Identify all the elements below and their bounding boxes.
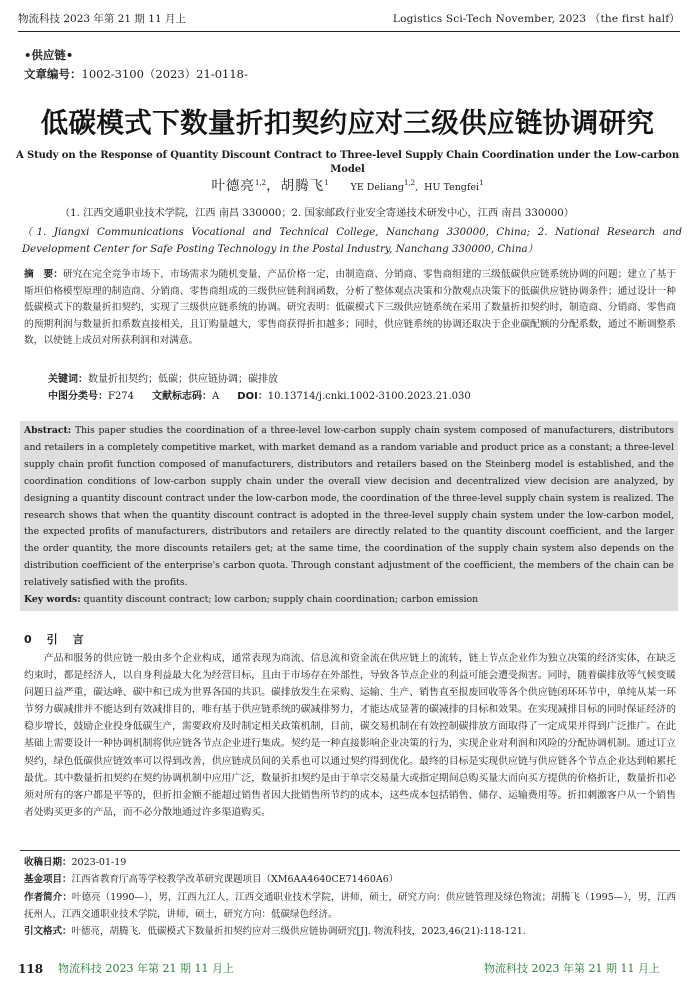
fund-text: 江西省教育厅高等学校教学改革研究课题项目（XM6AA4640CE71460A6） — [71, 874, 399, 886]
running-header-journal-cn: 物流科技 2023 年第 21 期 11 月上 — [18, 13, 186, 25]
article-number-label: 文章编号： — [24, 67, 82, 81]
footnote-fund — [24, 871, 676, 888]
header-rule — [18, 31, 680, 32]
citation-text: 叶德亮，胡腾飞．低碳模式下数量折扣契约应对三级供应链协调研究[J]. 物流科技，2023,46(21):118-121. — [71, 926, 526, 938]
author-1-cn: 叶德亮 — [211, 178, 255, 194]
doc-code-value: A — [212, 391, 220, 402]
running-header — [18, 11, 680, 27]
abstract-en — [24, 423, 674, 592]
abstract-en-text: This paper studies the coordination of a three-level low-carbon supply chain system composed of manufacturers, distributors and retailers in a completely competitive market, with market demand as a random variable and product price as a constant; a three-level supply chain profit function composed of manufacturers, distributors and retailers based on the Steinberg model is established, and the coordination conditions of low-carbon supply chain under the overall view decision and decentralized view decision are analyzed, by designing a quantity discount contract under the low-carbon mode, the coordination of the three-level supply chain system is realized. The research shows that when the quantity discount contract is adopted in the three-level supply chain system under the low-carbon model, the expected profits of manufacturers, distributors and retailers are directly related to the quantity discount coefficient, and the larger the order quantity, the more discounts retailers get; at the same time, the coordination of the supply chain system also depends on the distribution coefficient of the enterprise's carbon quota. Through constant adjustment of the coefficient, the members of the chain can be relatively satisfied with the profits. — [24, 425, 675, 589]
doi-value: 10.13714/j.cnki.1002-3100.2023.21.030 — [267, 391, 471, 402]
keywords-cn-text: 数量折扣契约；低碳；供应链协调；碳排放 — [88, 374, 278, 385]
abstract-cn-label: 摘 要： — [24, 269, 63, 280]
classification-line — [48, 389, 668, 405]
affiliation-en: （1. Jiangxi Communications Vocational and Technical College, Nanchang 330000, China; 2. National Research and Development Center for Safe Posting Technology in the Postal Industry, Nanchang 330000, China） — [22, 227, 682, 255]
clc-value: F274 — [108, 391, 135, 402]
author-1-en-affil-marker: 1,2 — [403, 178, 416, 187]
title-cn: 低碳模式下数量折扣契约应对三级供应链协调研究 — [40, 107, 655, 139]
affiliation-cn: （1. 江西交通职业技术学院，江西 南昌 330000；2. 国家邮政行业安全寄递技术研发中心，江西 南昌 330000） — [60, 208, 574, 219]
page-number: 118 — [18, 962, 44, 976]
footnotes — [24, 854, 676, 940]
received-date: 2023-01-19 — [71, 857, 127, 868]
title-en: A Study on the Response of Quantity Discount Contract to Three-level Supply Chain Coordination under the Low-carbon Model — [15, 150, 680, 175]
page-footer — [18, 960, 680, 978]
keywords-en — [24, 592, 674, 609]
article-number — [24, 66, 248, 82]
running-header-journal-en: Logistics Sci-Tech November, 2023 （the first half） — [392, 13, 680, 25]
abstract-cn-text: 研究在完全竞争市场下，市场需求为随机变量，产品价格一定，由制造商、分销商、零售商组建的三级低碳供应链系统协调的问题；建立了基于斯坦伯格模型原理的制造商、分销商、零售商组成的三级供应链利润函数，分析了整体观点决策和分散观点决策下的低碳供应链协调条件；通过设计一种低碳模式下的数量折扣契约，实现了三级供应链系统的协调。研究表明：低碳模式下三级供应链系统在采用了数量折扣契约时，制造商、分销商、零售商的预期利润与数量折扣系数直接相关，且订购量越大，零售商获得折扣越多；同时，供应链系统的协调还取决于企业碳配额的分配系数，通过不断调整系数，以使链上成员对所获利润和对满意。 — [24, 269, 677, 347]
doi-label: DOI： — [237, 391, 268, 402]
author-2-en-affil-marker: 1 — [479, 178, 484, 187]
authors — [0, 176, 695, 198]
keywords-en-label: Key words: — [24, 594, 81, 606]
author-1-en: YE Deliang — [350, 182, 404, 193]
keywords-en-text: quantity discount contract; low carbon; supply chain coordination; carbon emission — [83, 594, 479, 606]
author-2-affil-marker: 1 — [324, 178, 329, 187]
doc-code-label: 文献标志码： — [152, 391, 213, 402]
author-bio-text: 叶德亮（1990—），男，江西九江人，江西交通职业技术学院，讲师，硕士，研究方向：供应链管理及绿色物流；胡腾飞（1995—），男，江西抚州人，江西交通职业技术学院，讲师，硕士，研究方向：低碳绿色经济。 — [24, 891, 676, 920]
introduction-paragraph: 产品和服务的供应链一般由多个企业构成，通常表现为商流、信息流和资金流在供应链上的流转，链上节点企业作为独立决策的经济实体，在缺乏约束时，都是经济人，以自身利益最大化为经营目标，且由于市场存在外部性，导致各节点企业的利益可能会遭受损害。同时，随着碳排放等气候变暖问题日益严重，碳达峰、碳中和已成为世界各国的共识。碳排放发生在采购、运输、生产、销售直至报废回收等各个供应链闭环环节中，单纯从某一环节努力碳减排并不能达到有效减排目的，唯有基于供应链系统的碳减排努力，才能达成显著的碳减排的目标和效果。在实现减排目标的同时保证经济的稳步增长，鼓励企业投身低碳生产，需要政府及时制定相关政策机制，目前，碳交易机制在有效控制碳排放方面取得了一定成果并得到广泛推广。在此基础上需要设计一种协调机制将供应链各节点企业进行集成。契约是一种直接影响企业决策的行为，实现企业对利润和风险的分配协调机制。通过订立契约，绿色低碳供应链效率可以得到改善，供应链成员间的关系也可以通过契约得到优化。最终的目标是实现供应链与供应链各个节点企业达到帕累托最优。其中数量折扣契约在契约协调机制中应用广泛，数量折扣契约是由于单宗交易量大或指定期间总购买量大而向买方提供的价格折让，数量折扣必须对所有的客户都是平等的，但折扣金额不能超过销售者因大批销售所节约的成本，这些成本包括销售、储存、运输费用等。折扣刺激客户从一个销售者处购买更多的产品，而不必分散地通过许多渠道购买。 — [24, 653, 676, 818]
citation-label: 引文格式： — [24, 926, 72, 938]
author-separator: ， — [266, 178, 281, 194]
received-label: 收稿日期： — [24, 857, 72, 868]
keywords-cn-label: 关键词： — [48, 374, 88, 385]
footnote-author-bio — [24, 889, 676, 924]
footer-journal-left: 物流科技 2023 年第 21 期 11 月上 — [58, 962, 234, 975]
footnote-received — [24, 854, 676, 871]
section-tag: •供应链• — [24, 48, 74, 62]
clc-label: 中图分类号： — [48, 391, 108, 402]
footer-journal-right: 物流科技 2023 年第 21 期 11 月上 — [484, 962, 660, 975]
fund-label: 基金项目： — [24, 874, 72, 886]
author-en-separator: , — [415, 182, 425, 193]
keywords-cn — [48, 372, 668, 388]
section-heading-introduction: 0 引 言 — [24, 633, 86, 646]
abstract-en-label: Abstract: — [24, 425, 72, 436]
author-2-cn: 胡腾飞 — [280, 178, 325, 194]
author-2-en: HU Tengfei — [424, 182, 480, 193]
footnote-citation — [24, 923, 676, 940]
author-1-affil-marker: 1,2 — [254, 178, 267, 187]
article-number-value: 1002-3100（2023）21-0118- — [81, 67, 248, 81]
author-bio-label: 作者简介： — [24, 891, 72, 903]
abstract-cn — [24, 267, 676, 350]
abstract-en-box — [20, 421, 678, 611]
footnote-rule — [20, 850, 680, 851]
